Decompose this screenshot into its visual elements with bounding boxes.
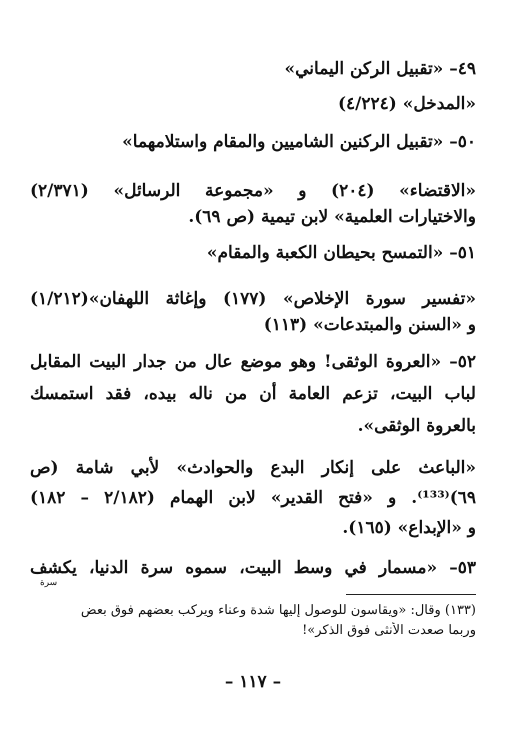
handwritten-margin-note: سرة [40, 578, 58, 588]
footnote-line: (١٣٣) وقال: «ويقاسون للوصول إليها شدة وعناء ويركب بعضهم فوق بعض [80, 603, 476, 618]
heading-51: ٥١– «التمسح بحيطان الكعبة والمقام» [206, 243, 476, 263]
reference-line: «المدخل» (٤/٢٢٤) [337, 94, 476, 114]
heading-49: ٤٩– «تقبيل الركن اليماني» [284, 59, 476, 79]
reference-line: و «الإبداع» (١٦٥). [342, 518, 476, 538]
footnote-line: وربما صعدت الأنثى فوق الذكر»! [302, 623, 476, 638]
reference-line: «تفسير سورة الإخلاص» (١٧٧) وإغاثة اللهفان»(١/٢١٢) [30, 289, 476, 309]
heading-53: ٥٣– «مسمار في وسط البيت، سموه سرة الدنيا، يكشف [30, 558, 476, 578]
reference-line: «الاقتضاء» (٢٠٤) و «مجموعة الرسائل» (٢/٣٧١) [30, 181, 476, 201]
reference-line: «الباعث على إنكار البدع والحوادث» لأبي شامة (ص [30, 458, 476, 478]
page-number: – ١١٧ – [224, 672, 282, 692]
body-line: لباب البيت، تزعم العامة أن من ناله بيده، فقد استمسك [30, 384, 476, 404]
body-line: بالعروة الوثقى». [357, 416, 476, 436]
heading-52: ٥٢– «العروة الوثقى! وهو موضع عال من جدار البيت المقابل [30, 352, 476, 372]
reference-line: ٦٩)⁽¹³³⁾. و «فتح القدير» لابن الهمام (٢/١٨٢ – ١٨٢) [30, 488, 476, 508]
heading-50: ٥٠– «تقبيل الركنين الشاميين والمقام واستلامهما» [122, 132, 476, 152]
reference-line: و «السنن والمبتدعات» (١١٣) [263, 315, 476, 335]
reference-line: والاختيارات العلمية» لابن تيمية (ص ٦٩). [188, 207, 476, 227]
footnote-divider [346, 594, 476, 595]
